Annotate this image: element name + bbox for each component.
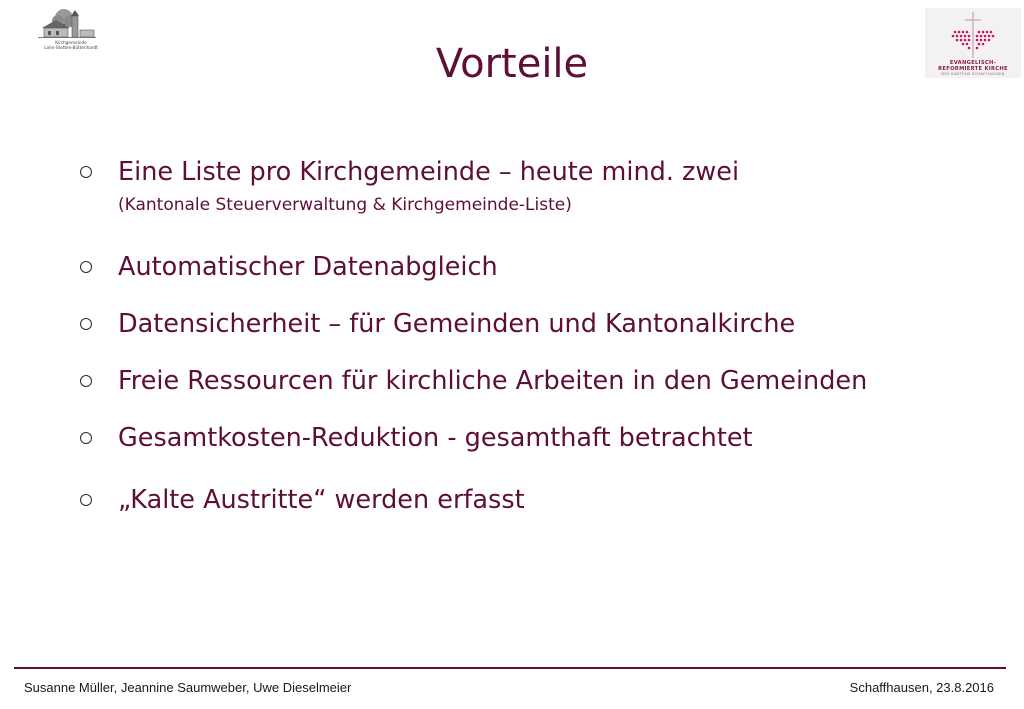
- bullet-text: Eine Liste pro Kirchgemeinde – heute mind. zwei: [118, 157, 740, 187]
- footer-authors: Susanne Müller, Jeannine Saumweber, Uwe Dieselmeier: [24, 680, 352, 695]
- bullet-item: [0, 483, 980, 523]
- circle-bullet-icon: [80, 261, 92, 273]
- bullet-text: Automatischer Datenabgleich: [118, 252, 498, 282]
- circle-bullet-icon: [80, 166, 92, 178]
- circle-bullet-icon: [80, 494, 92, 506]
- bullet-item: [0, 364, 980, 404]
- footer-divider: [14, 667, 1006, 669]
- bullet-item: [0, 421, 980, 461]
- slide-title: Vorteile: [435, 41, 589, 87]
- bullet-text: „Kalte Austritte“ werden erfasst: [118, 485, 525, 515]
- circle-bullet-icon: [80, 432, 92, 444]
- bullet-text: Datensicherheit – für Gemeinden und Kantonalkirche: [118, 309, 796, 339]
- reformed-logo-line2: REFORMIERTE KIRCHE: [938, 66, 1008, 72]
- footer-place-date: Schaffhausen, 23.8.2016: [849, 680, 994, 695]
- circle-bullet-icon: [80, 375, 92, 387]
- reformed-logo-line3: DES KANTONS SCHAFFHAUSEN: [941, 72, 1005, 76]
- reformed-logo-line1: EVANGELISCH-: [949, 60, 997, 66]
- bullet-item: [0, 155, 980, 215]
- bullet-text: Gesamtkosten-Reduktion - gesamthaft betrachtet: [118, 423, 753, 453]
- church-logo-line2: Lohn-Stetten-Büttenhardt: [44, 45, 98, 50]
- bullet-item: [0, 307, 980, 347]
- bullet-text: Freie Ressourcen für kirchliche Arbeiten in den Gemeinden: [118, 366, 868, 396]
- circle-bullet-icon: [80, 318, 92, 330]
- church-logo-line1: Kirchgemeinde: [55, 40, 87, 45]
- bullet-item: [0, 250, 980, 290]
- bullet-subtext: (Kantonale Steuerverwaltung & Kirchgemeinde-Liste): [118, 195, 572, 215]
